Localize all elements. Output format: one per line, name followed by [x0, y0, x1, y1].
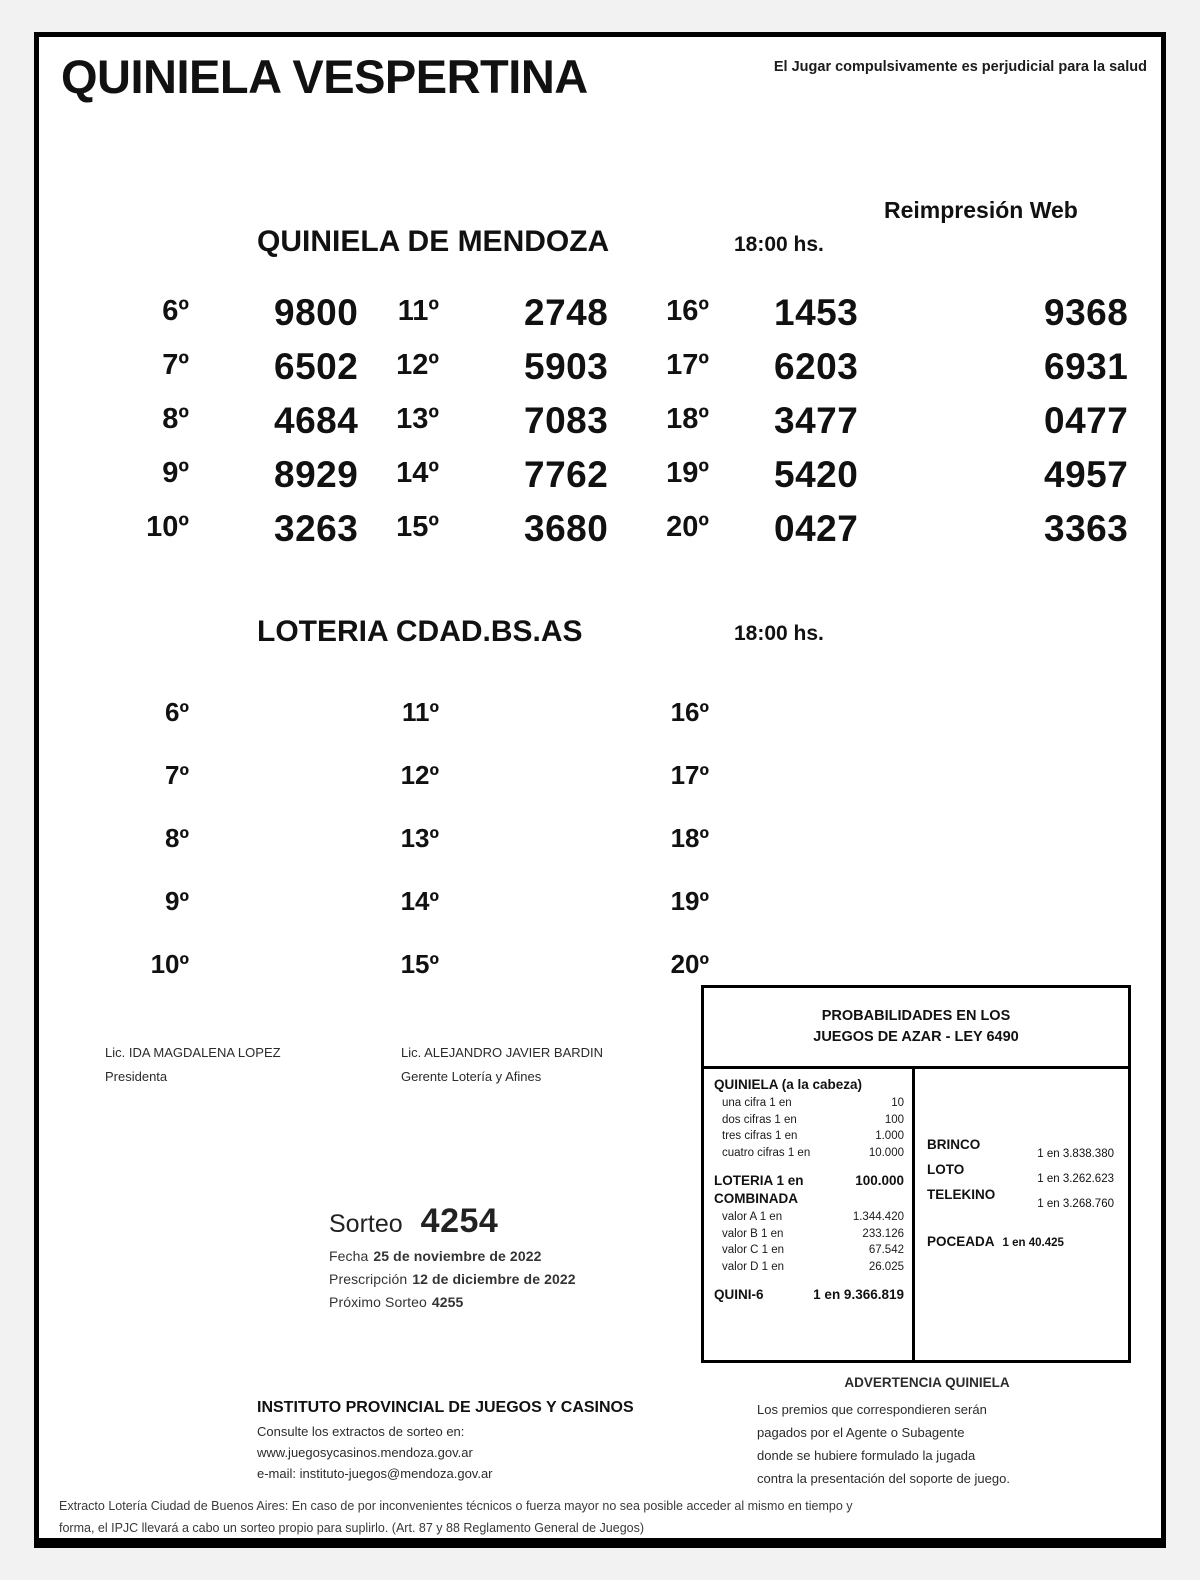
result-number: 0427 [774, 508, 859, 549]
result-position: 8º [165, 823, 189, 853]
result-position: 14º [400, 886, 439, 916]
draw-prescription-line [329, 1271, 576, 1287]
game-name: LOTO [927, 1162, 965, 1177]
legal-line-1: Extracto Lotería Ciudad de Buenos Aires: En caso de por inconvenientes técnicos o fuerza mayor no sea posible acceder al mismo en tiempo y [59, 1499, 853, 1513]
odds-value: 26.025 [868, 1260, 904, 1273]
odds-value: 10.000 [868, 1146, 904, 1159]
game-odds: 1 en 3.838.380 [1037, 1148, 1114, 1160]
result-number: 5420 [774, 454, 859, 495]
quiniela-section-title: QUINIELA DE MENDOZA [257, 225, 610, 258]
loteria-odds-row [714, 1171, 904, 1191]
odds-value: 1.344.420 [852, 1211, 904, 1223]
signature-manager-name: Lic. ALEJANDRO JAVIER BARDIN [401, 1045, 604, 1060]
odds-label: valor A 1 en [722, 1211, 783, 1223]
probabilities-right-column [915, 1069, 1128, 1363]
institute-website[interactable]: www.juegosycasinos.mendoza.gov.ar [257, 1445, 473, 1460]
result-position: 11º [397, 295, 439, 327]
result-position: 12º [400, 760, 439, 790]
odds-row [714, 1095, 904, 1112]
poceada-value: 1 en 40.425 [1002, 1237, 1064, 1249]
signature-manager-role: Gerente Lotería y Afines [401, 1069, 542, 1084]
legal-line-2: forma, el IPJC llevará a cabo un sorteo propio para suplirlo. (Art. 87 y 88 Reglamento General de Juegos) [59, 1521, 645, 1535]
combinada-odds-rows [714, 1209, 904, 1275]
game-name: TELEKINO [927, 1187, 996, 1202]
odds-label: valor B 1 en [722, 1227, 784, 1240]
odds-value: 100 [884, 1113, 904, 1126]
signature-president-name: Lic. IDA MAGDALENA LOPEZ [105, 1045, 281, 1060]
loteria-section-title: LOTERIA CDAD.BS.AS [257, 615, 583, 648]
quini6-odds-row [714, 1285, 904, 1305]
game-odds-item [927, 1162, 1118, 1185]
odds-row [714, 1226, 904, 1243]
result-position: 19º [670, 886, 709, 916]
quiniela-time: 18:00 hs. [734, 233, 824, 256]
advertencia-block [757, 1371, 1097, 1490]
result-position: 12º [396, 349, 439, 381]
draw-date-line [329, 1248, 576, 1264]
loteria-odds-label: LOTERIA 1 en [714, 1173, 804, 1188]
result-position: 13º [396, 403, 439, 435]
result-number: 6203 [774, 346, 859, 387]
draw-prescription-value: 12 de diciembre de 2022 [412, 1271, 576, 1287]
result-position: 20º [670, 949, 709, 979]
odds-row [714, 1209, 904, 1226]
result-number: 6931 [1044, 346, 1129, 387]
draw-number: 4254 [420, 1202, 499, 1240]
draw-next-label: Próximo Sorteo [329, 1294, 427, 1310]
draw-date-label: Fecha [329, 1248, 369, 1264]
odds-value: 10 [891, 1097, 904, 1109]
advertencia-line-3: donde se hubiere formulado la jugada [757, 1448, 976, 1463]
result-position: 17º [666, 349, 709, 381]
institute-title: INSTITUTO PROVINCIAL DE JUEGOS Y CASINOS [257, 1399, 634, 1416]
result-number: 5903 [524, 346, 609, 387]
result-position: 10º [150, 949, 189, 979]
game-odds: 1 en 3.262.623 [1037, 1173, 1114, 1185]
result-number: 3477 [774, 400, 859, 441]
result-number: 3263 [274, 508, 359, 549]
result-position: 15º [396, 511, 439, 543]
signature-manager [401, 1041, 603, 1089]
odds-label: valor C 1 en [722, 1244, 785, 1256]
signature-president [105, 1041, 281, 1089]
draw-next-line [329, 1294, 576, 1310]
game-odds: 1 en 3.268.760 [1037, 1198, 1114, 1210]
result-number: 7083 [524, 400, 609, 441]
odds-label: valor D 1 en [722, 1260, 785, 1273]
result-position: 20º [666, 511, 709, 543]
result-position: 18º [666, 403, 709, 435]
result-number: 1453 [774, 292, 859, 333]
odds-row [714, 1128, 904, 1145]
result-number: 7762 [524, 454, 609, 495]
result-number: 3680 [524, 508, 609, 549]
game-odds-item [927, 1187, 1118, 1210]
result-position: 7º [162, 349, 189, 381]
result-number: 6502 [274, 346, 359, 387]
probabilities-left-column [704, 1069, 915, 1363]
odds-label: cuatro cifras 1 en [722, 1146, 811, 1159]
advertencia-title: ADVERTENCIA QUINIELA [844, 1375, 1010, 1390]
result-number: 4957 [1044, 454, 1129, 495]
probabilities-body [704, 1069, 1128, 1363]
result-position: 10º [146, 511, 189, 543]
result-position: 16º [666, 295, 709, 327]
odds-row [714, 1112, 904, 1129]
odds-row [714, 1242, 904, 1259]
result-position: 18º [670, 823, 709, 853]
advertencia-line-2: pagados por el Agente o Subagente [757, 1425, 965, 1440]
combinada-odds-header: COMBINADA [714, 1191, 798, 1206]
draw-number-line [329, 1202, 576, 1241]
result-number: 9800 [274, 292, 359, 333]
draw-info-block [329, 1202, 576, 1310]
reprint-label: Reimpresión Web [884, 197, 1078, 223]
loteria-odds-value: 100.000 [855, 1173, 904, 1188]
advertencia-line-4: contra la presentación del soporte de juego. [757, 1471, 1010, 1486]
result-position: 9º [162, 457, 189, 489]
result-position: 6º [162, 295, 189, 327]
probabilities-title-line2: JUEGOS DE AZAR - LEY 6490 [813, 1029, 1019, 1045]
game-name: BRINCO [927, 1137, 981, 1152]
quiniela-odds-rows [714, 1095, 904, 1161]
result-number: 8929 [274, 454, 359, 495]
result-number: 0477 [1044, 400, 1129, 441]
result-number: 4684 [274, 400, 359, 441]
result-number: 9368 [1044, 292, 1129, 333]
signature-president-role: Presidenta [105, 1069, 168, 1084]
result-position: 13º [400, 823, 439, 853]
result-position: 7º [165, 760, 189, 790]
odds-value: 233.126 [862, 1227, 904, 1240]
loteria-time: 18:00 hs. [734, 622, 824, 645]
result-position: 6º [165, 697, 189, 727]
gambling-warning: El Jugar compulsivamente es perjudicial para la salud [773, 59, 1147, 75]
odds-row [714, 1259, 904, 1276]
quiniela-odds-header: QUINIELA (a la cabeza) [714, 1077, 863, 1092]
result-position: 11º [402, 697, 439, 727]
probabilities-table [701, 985, 1131, 1363]
odds-value: 67.542 [868, 1244, 904, 1256]
bottom-rule [39, 1538, 1161, 1543]
result-position: 15º [400, 949, 439, 979]
probabilities-title-line1: PROBABILIDADES EN LOS [821, 1008, 1011, 1024]
poceada-odds-row [927, 1234, 1118, 1249]
odds-label: tres cifras 1 en [722, 1130, 798, 1142]
quiniela-results-grid [39, 292, 1161, 570]
poceada-label: POCEADA [927, 1234, 995, 1249]
page-title: QUINIELA VESPERTINA [61, 50, 588, 103]
institute-consult-line: Consulte los extractos de sorteo en: [257, 1424, 465, 1439]
odds-label: dos cifras 1 en [722, 1113, 797, 1126]
draw-date-value: 25 de noviembre de 2022 [373, 1248, 542, 1264]
draw-prescription-label: Prescripción [329, 1271, 408, 1287]
result-number: 2748 [524, 292, 609, 333]
probabilities-title [704, 988, 1128, 1069]
result-position: 14º [396, 457, 439, 489]
quini6-value: 1 en 9.366.819 [813, 1287, 904, 1302]
result-position: 17º [670, 760, 709, 790]
result-position: 8º [162, 403, 189, 435]
result-number: 3363 [1044, 508, 1129, 549]
extract-page [34, 32, 1166, 1548]
document-header [39, 37, 1161, 115]
institute-email[interactable]: e-mail: instituto-juegos@mendoza.gov.ar [257, 1466, 493, 1481]
result-position: 9º [165, 886, 189, 916]
draw-next-value: 4255 [431, 1294, 464, 1310]
other-games-odds [927, 1137, 1118, 1210]
result-position: 19º [666, 457, 709, 489]
advertencia-line-1: Los premios que correspondieren serán [757, 1402, 987, 1417]
draw-label: Sorteo [329, 1210, 403, 1238]
odds-row [714, 1145, 904, 1162]
quini6-label: QUINI-6 [714, 1287, 764, 1302]
result-position: 16º [670, 697, 709, 727]
odds-value: 1.000 [875, 1130, 904, 1142]
institute-block [257, 1397, 634, 1484]
legal-note [59, 1495, 1147, 1539]
game-odds-item [927, 1137, 1118, 1160]
odds-label: una cifra 1 en [722, 1097, 792, 1109]
loteria-results-grid [39, 697, 1161, 1017]
